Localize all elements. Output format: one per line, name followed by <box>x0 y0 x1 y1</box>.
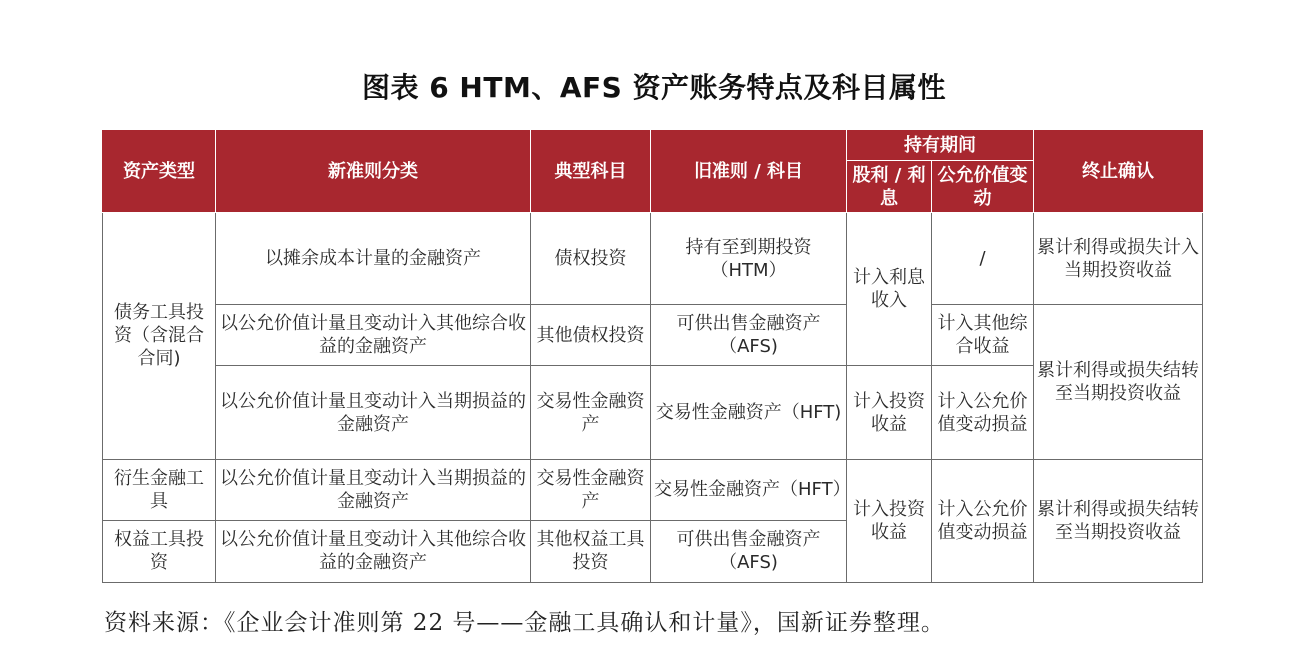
cell-r3-new-class: 以公允价值计量且变动计入当期损益的金融资产 <box>216 366 531 459</box>
cell-r2-account: 其他债权投资 <box>531 305 651 366</box>
header-new-classification: 新准则分类 <box>216 131 531 213</box>
cell-r1-account: 债权投资 <box>531 213 651 305</box>
header-typical-account: 典型科目 <box>531 131 651 213</box>
cell-r45-dividend: 计入投资收益 <box>847 459 932 582</box>
source-note: 资料来源：《企业会计准则第 22 号——金融工具确认和计量》，国新证券整理。 <box>104 610 945 636</box>
header-asset-type: 资产类型 <box>103 131 216 213</box>
cell-r2-fv: 计入其他综合收益 <box>932 305 1034 366</box>
cell-r45-derecognition: 累计利得或损失结转至当期投资收益 <box>1034 459 1203 582</box>
cell-r12-dividend: 计入利息收入 <box>847 213 932 366</box>
cell-r4-old: 交易性金融资产（HFT） <box>651 459 847 520</box>
cell-r1-old: 持有至到期投资（HTM） <box>651 213 847 305</box>
header-derecognition: 终止确认 <box>1034 131 1203 213</box>
cell-r3-account: 交易性金融资产 <box>531 366 651 459</box>
account-attributes-table <box>102 130 1203 583</box>
cell-r5-account: 其他权益工具投资 <box>531 520 651 582</box>
cell-r23-derecognition: 累计利得或损失结转至当期投资收益 <box>1034 305 1203 459</box>
cell-r4-new-class: 以公允价值计量且变动计入当期损益的金融资产 <box>216 459 531 520</box>
header-old-account: 旧准则 / 科目 <box>651 131 847 213</box>
header-fair-value-change: 公允价值变动 <box>932 161 1034 213</box>
cell-r5-old: 可供出售金融资产（AFS) <box>651 520 847 582</box>
cell-r2-old: 可供出售金融资产（AFS) <box>651 305 847 366</box>
table-title: 图表 6 HTM、AFS 资产账务特点及科目属性 <box>361 71 947 104</box>
cell-r1-derecognition: 累计利得或损失计入当期投资收益 <box>1034 213 1203 305</box>
cell-r1-new-class: 以摊余成本计量的金融资产 <box>216 213 531 305</box>
cell-derivative-type: 衍生金融工具 <box>103 459 216 520</box>
cell-r1-fv: / <box>932 213 1034 305</box>
cell-r3-old: 交易性金融资产（HFT) <box>651 366 847 459</box>
cell-r3-dividend: 计入投资收益 <box>847 366 932 459</box>
cell-r5-new-class: 以公允价值计量且变动计入其他综合收益的金融资产 <box>216 520 531 582</box>
cell-debt-instrument-type: 债务工具投资（含混合合同) <box>103 213 216 460</box>
cell-r2-new-class: 以公允价值计量且变动计入其他综合收益的金融资产 <box>216 305 531 366</box>
cell-r4-account: 交易性金融资产 <box>531 459 651 520</box>
header-holding-period: 持有期间 <box>847 131 1034 161</box>
cell-r3-fv: 计入公允价值变动损益 <box>932 366 1034 459</box>
header-dividend-interest: 股利 / 利息 <box>847 161 932 213</box>
cell-r45-fv: 计入公允价值变动损益 <box>932 459 1034 582</box>
cell-equity-type: 权益工具投资 <box>103 520 216 582</box>
